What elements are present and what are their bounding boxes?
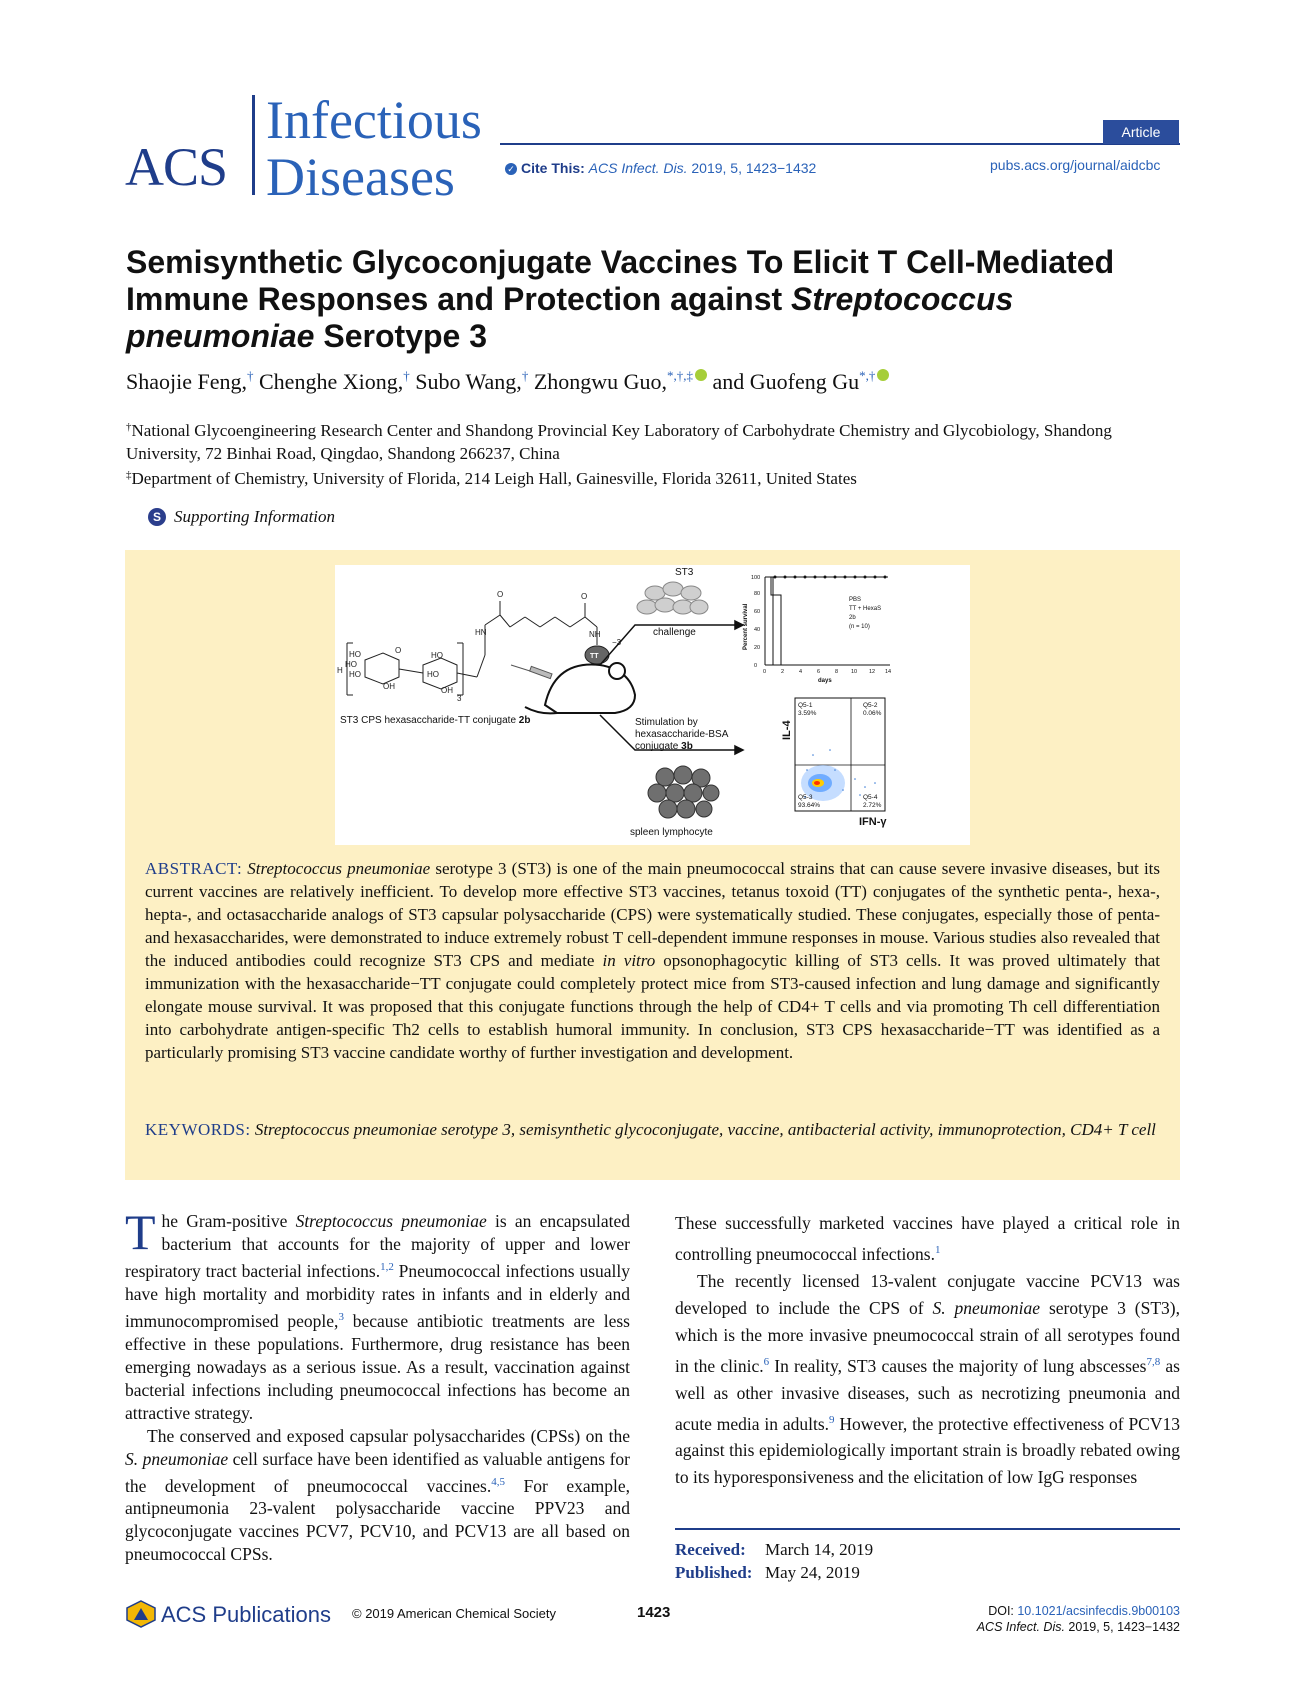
abstract-species: Streptococcus pneumoniae [247,859,431,878]
svg-text:2: 2 [781,669,785,675]
title-italic: Streptococcus pneumoniae [126,281,1014,354]
journal-logo-infectious: Infectious [266,90,482,150]
q4-value: 2.72% [863,802,882,809]
received-label: Received: [675,1540,746,1559]
reference-link[interactable]: 7,8 [1146,1355,1161,1368]
affiliation-1 [126,416,1186,465]
orcid-icon[interactable] [695,369,707,381]
svg-text:6: 6 [817,669,821,675]
author-name[interactable]: Zhongwu Guo, [533,369,668,394]
footer-citation: 2019, 5, 1423−1432 [1064,1620,1180,1634]
tt-label: TT [590,653,599,660]
published-date: May 24, 2019 [765,1563,860,1582]
doi-block [900,1603,1180,1635]
article-type-badge: Article [1103,120,1179,144]
q4-label: Q5-4 [863,794,878,801]
keywords-heading: KEYWORDS: [145,1120,251,1139]
journal-logo-diseases: Diseases [266,147,455,207]
survival-ylabel: Percent survival [743,603,749,650]
conjugate-label: ST3 CPS hexasaccharide-TT conjugate 2b [340,715,531,726]
cite-label: Cite This: [521,160,585,176]
subscript-3: 3 [457,694,462,703]
footer-journal: ACS Infect. Dis. [976,1620,1065,1634]
author-name[interactable]: Shaojie Feng, [126,369,247,394]
svg-text:80: 80 [754,591,761,597]
spleen-label: spleen lymphocyte [630,827,713,838]
survival-xticks [763,669,891,675]
title-part1: Semisynthetic Glycoconjugate Vaccines To Elicit T Cell-Mediated Immune Responses and Protection against [126,244,1115,317]
svg-text:60: 60 [754,609,761,615]
stim-line3: conjugate 3b [635,741,693,752]
header-rule [500,143,1180,145]
cite-journal[interactable]: ACS Infect. Dis. [588,160,688,176]
reference-link[interactable]: 1,2 [380,1261,394,1273]
reference-link[interactable]: 4,5 [491,1475,505,1488]
svg-text:10: 10 [851,669,858,675]
svg-text:TT + HexaS: TT + HexaS [849,606,882,612]
abstract-part1: serotype 3 (ST3) is one of the main pneumococcal strains that can cause severe invasive diseases, but its current vaccines are relatively inefficient. To develop more effective ST3 vaccines, tetanus toxoid (TT) conjugates of the synthetic penta-, hexa-, hepta-, and octasaccharide analogs of ST3 capsular polysaccharide (CPS) were systematically studied. These conjugates, especially those of penta- and hexasaccharides, were demonstrated to induce extremely robust T cell-dependent immune responses in mouse. Various studies also revealed that the induced antibodies could recognize ST3 CPS and mediate [145,859,1161,970]
drop-cap: T [125,1204,156,1260]
q3-label: Q5-3 [798,794,813,801]
svg-text:OH: OH [441,686,453,695]
svg-text:HO: HO [427,670,439,679]
survival-legend [849,597,881,630]
svg-text:4: 4 [799,669,803,675]
survival-yticks [751,575,760,669]
svg-text:HN: HN [475,628,487,637]
paragraph: These successfully marketed vaccines have played a critical role in controlling pneumococcal infections.$^1$ [675,1213,1180,1264]
flow-cytometry-plot [781,698,887,828]
acs-publications-text: ACS Publications [161,1602,331,1627]
svg-text:(n = 10): (n = 10) [849,624,870,630]
journal-logo-divider [252,95,255,195]
acs-hexagon-icon [125,1600,157,1628]
author-affil-mark: *,† [859,368,876,383]
acs-publications-logo[interactable] [125,1600,331,1628]
svg-text:8: 8 [835,669,839,675]
affiliation-mark: ‡ [126,469,132,481]
stim-line1: Stimulation by [635,717,698,728]
author-name[interactable]: Chenghe Xiong, [259,369,404,394]
svg-text:O: O [395,646,402,655]
svg-text:HO: HO [349,670,361,679]
q3-value: 93.64% [798,802,821,809]
dates-rule [675,1528,1180,1530]
svg-text:HO: HO [431,651,443,660]
supporting-info-icon: S [148,508,166,526]
paragraph: The recently licensed 13-valent conjugate vaccine PCV13 was developed to include the CPS of S. pneumoniae serotype 3 (ST3), which is the more invasive pneumococcal strain of all serotypes found in the clinic.$^6$ In reality, ST3 causes the majority of lung abscesses$^{7,8}$ as well as other invasive diseases, such as necrotizing pneumonia and acute media in adults.$^9$ However, the protective effectiveness of PCV13 against this epidemiologically important strain is broadly rebated owing to its hyporesponsiveness and the elicitation of low IgG responses [675,1270,1180,1488]
svg-text:−3: −3 [612,638,622,647]
svg-text:O: O [581,592,588,601]
spleen-lymphocyte-icon [648,766,719,818]
copyright: © 2019 American Chemical Society [352,1606,556,1621]
abstract-part2: opsonophagocytic killing of ST3 cells. It was proved ultimately that immunization with the hexasaccharide−TT conjugate could completely protect mice from ST3-caused infection and lung damage and significantly elongate mouse survival. It was proposed that this conjugate functions through the help of CD4+ T cells and via promoting Th cell differentiation into carbohydrate antigen-specific Th2 cells to establish humoral immunity. In conclusion, ST3 CPS hexasaccharide−TT was identified as a particularly promising ST3 vaccine candidate worthy of further investigation and development. [145,951,1160,1062]
article-title [126,244,1186,355]
survival-chart [743,575,891,684]
stim-line2: hexasaccharide-BSA [635,729,729,740]
q2-label: Q5-2 [863,702,878,709]
abstract-invitro: in vitro [602,951,656,970]
body-column-left [125,1204,630,1566]
cite-volume[interactable]: 2019, 5, 1423−1432 [691,160,817,176]
toc-graphic [335,565,970,845]
flow-xlabel: IFN-γ [859,816,887,828]
cite-this[interactable] [505,160,816,176]
affiliation-2 [126,469,857,489]
svg-text:12: 12 [869,669,876,675]
reference-link[interactable]: 9 [829,1413,835,1426]
author-name[interactable]: Subo Wang, [415,369,522,394]
abstract [145,857,1160,1064]
paragraph: The Gram-positive Streptococcus pneumoniae is an encapsulated bacterium that accounts for the majority of upper and lower respiratory tract bacterial infections.$^{1,2}$ Pneumococcal infections usually have high mortality and morbidity rates in infants and in elderly and immunocompromised people,$^3$ because antibiotic treatments are less effective in these populations. Furthermore, drug resistance has been emerging nowadays as a serious issue. As a result, vaccination against bacterial infections including pneumococcal infections has become an attractive strategy. [125,1204,630,1423]
check-circle-icon: ✓ [505,163,517,175]
q2-value: 0.06% [863,710,882,717]
doi-label: DOI: [988,1604,1018,1618]
svg-text:0: 0 [754,663,758,669]
affiliation-text: National Glycoengineering Research Center and Shandong Provincial Key Laboratory of Carbohydrate Chemistry and Glycobiology, Shandong University, 72 Binhai Road, Qingdao, Shandong 266237, China [126,421,1112,463]
q1-value: 3.59% [798,710,817,717]
published-label: Published: [675,1563,753,1582]
orcid-icon[interactable] [877,369,889,381]
h-label: H [337,666,343,675]
keywords [145,1118,1160,1141]
challenge-label: challenge [653,627,696,638]
paragraph: The conserved and exposed capsular polysaccharides (CPSs) on the S. pneumoniae cell surface have been identified as valuable antigens for the development of pneumococcal vaccines.$^{4,5}$ For example, antipneumonia 23-valent polysaccharide vaccine PPV23 and glycoconjugate vaccines PCV7, PCV10, and PCV13 are all based on pneumococcal CPSs. [125,1425,630,1565]
author-affil-mark: † [247,368,254,383]
journal-logo-acs: ACS [125,137,228,197]
publication-dates [675,1538,873,1584]
svg-text:OH: OH [383,682,395,691]
reference-link[interactable]: 1 [935,1244,941,1256]
author-affil-mark: † [521,368,529,383]
page-number: 1423 [637,1604,671,1621]
svg-text:PBS: PBS [849,597,862,603]
svg-text:100: 100 [751,575,761,581]
survival-xlabel: days [818,678,832,684]
author-list [126,368,889,395]
title-part2: Serotype 3 [314,318,487,354]
svg-text:2b: 2b [849,615,856,621]
svg-text:HO: HO [349,650,361,659]
affiliation-text: Department of Chemistry, University of Florida, 214 Leigh Hall, Gainesville, Florida 32611, United States [131,469,857,488]
journal-url[interactable]: pubs.acs.org/journal/aidcbc [990,157,1161,173]
st3-bacteria-icon [637,582,708,614]
svg-text:40: 40 [754,627,761,633]
supporting-info-label: Supporting Information [174,507,336,526]
syringe-icon [511,665,552,679]
st3-label: ST3 [675,567,694,578]
body-column-right [675,1210,1180,1491]
doi-link[interactable]: 10.1021/acsinfecdis.9b00103 [1017,1604,1180,1618]
q1-label: Q5-1 [798,702,813,709]
supporting-information-link[interactable] [148,507,335,527]
abstract-heading: ABSTRACT: [145,859,243,878]
affiliation-mark: † [126,421,132,433]
svg-text:20: 20 [754,645,761,651]
author-affil-mark: † [403,368,410,383]
svg-text:O: O [497,590,504,599]
author-affil-mark: *,†,‡ [667,368,694,383]
series-tt-hexas [765,577,788,665]
reference-link[interactable]: 6 [763,1355,770,1368]
svg-text:0: 0 [763,669,767,675]
reference-link[interactable]: 3 [338,1310,344,1323]
svg-text:14: 14 [885,669,892,675]
flow-ylabel: IL-4 [781,720,793,740]
svg-text:HO: HO [345,660,357,669]
author-name[interactable]: and Guofeng Gu [712,369,860,394]
received-date: March 14, 2019 [765,1540,874,1559]
keywords-list: Streptococcus pneumoniae serotype 3, semisynthetic glycoconjugate, vaccine, antibacterial activity, immunoprotection, CD4+ T cell [254,1120,1156,1139]
series-pbs [765,577,781,665]
svg-text:NH: NH [589,630,601,639]
